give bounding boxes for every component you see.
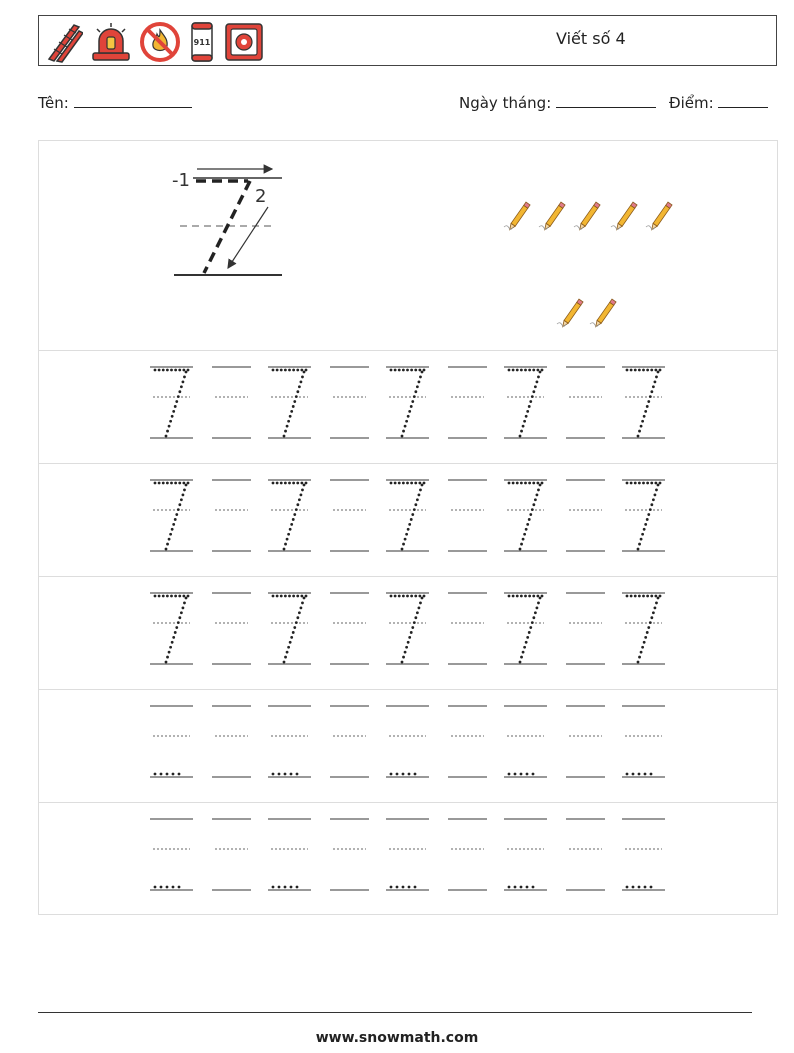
- demo-digit: [172, 169, 282, 275]
- blank-cell[interactable]: [448, 819, 487, 890]
- trace-digit-cell[interactable]: [622, 480, 665, 551]
- pencil-counters: [504, 202, 672, 328]
- practice-rows: [150, 367, 665, 890]
- pencil-icon: [578, 202, 600, 231]
- trace-digit-cell[interactable]: [622, 367, 665, 438]
- page-title: Viết số 4: [556, 29, 626, 48]
- traced-row: [150, 480, 665, 551]
- blank-cell[interactable]: [330, 367, 369, 438]
- empty-digit-cell[interactable]: [504, 706, 547, 777]
- blank-cell[interactable]: [330, 819, 369, 890]
- empty-digit-cell[interactable]: [622, 706, 665, 777]
- traced-row: [150, 593, 665, 664]
- trace-digit-cell[interactable]: [268, 593, 311, 664]
- empty-digit-cell[interactable]: [268, 819, 311, 890]
- empty-digit-cell[interactable]: [268, 706, 311, 777]
- blank-cell[interactable]: [212, 706, 251, 777]
- trace-digit-cell[interactable]: [386, 480, 429, 551]
- blank-cell[interactable]: [566, 367, 605, 438]
- blank-cell[interactable]: [448, 480, 487, 551]
- blank-cell[interactable]: [448, 706, 487, 777]
- footer-divider: [38, 1012, 752, 1013]
- blank-cell[interactable]: [212, 367, 251, 438]
- score-label: Điểm:: [669, 94, 714, 112]
- trace-digit-cell[interactable]: [150, 480, 193, 551]
- blank-cell[interactable]: [330, 706, 369, 777]
- demo-stroke-2-label: 2: [255, 186, 267, 207]
- pencil-icon: [650, 202, 672, 231]
- date-label: Ngày tháng:: [459, 94, 552, 112]
- blank-cell[interactable]: [212, 480, 251, 551]
- blank-cell[interactable]: [566, 480, 605, 551]
- name-label: Tên:: [38, 94, 69, 112]
- trace-digit-cell[interactable]: [268, 480, 311, 551]
- demo-stroke-1-label: -1: [172, 170, 190, 191]
- empty-digit-cell[interactable]: [150, 819, 193, 890]
- pencil-icon: [543, 202, 565, 231]
- empty-digit-cell[interactable]: [622, 819, 665, 890]
- blank-cell[interactable]: [448, 593, 487, 664]
- blank-cell[interactable]: [330, 593, 369, 664]
- trace-digit-cell[interactable]: [386, 593, 429, 664]
- blank-row: [150, 819, 665, 890]
- traced-row: [150, 367, 665, 438]
- blank-cell[interactable]: [212, 593, 251, 664]
- trace-digit-cell[interactable]: [268, 367, 311, 438]
- blank-cell[interactable]: [330, 480, 369, 551]
- empty-digit-cell[interactable]: [386, 706, 429, 777]
- empty-digit-cell[interactable]: [150, 706, 193, 777]
- trace-digit-cell[interactable]: [504, 367, 547, 438]
- trace-digit-cell[interactable]: [386, 367, 429, 438]
- empty-digit-cell[interactable]: [386, 819, 429, 890]
- blank-cell[interactable]: [566, 819, 605, 890]
- trace-digit-cell[interactable]: [504, 480, 547, 551]
- demo-stroke-2: [204, 181, 250, 273]
- blank-cell[interactable]: [448, 367, 487, 438]
- pencil-icon: [594, 299, 616, 328]
- phone-911-label: 911: [193, 38, 211, 47]
- blank-row: [150, 706, 665, 777]
- blank-cell[interactable]: [566, 593, 605, 664]
- pencil-icon: [508, 202, 530, 231]
- pencil-icon: [561, 299, 583, 328]
- empty-digit-cell[interactable]: [504, 819, 547, 890]
- pencil-icon: [615, 202, 637, 231]
- blank-cell[interactable]: [212, 819, 251, 890]
- blank-cell[interactable]: [566, 706, 605, 777]
- footer-website: www.snowmath.com: [315, 1030, 479, 1046]
- trace-digit-cell[interactable]: [504, 593, 547, 664]
- trace-digit-cell[interactable]: [622, 593, 665, 664]
- trace-digit-cell[interactable]: [150, 367, 193, 438]
- trace-digit-cell[interactable]: [150, 593, 193, 664]
